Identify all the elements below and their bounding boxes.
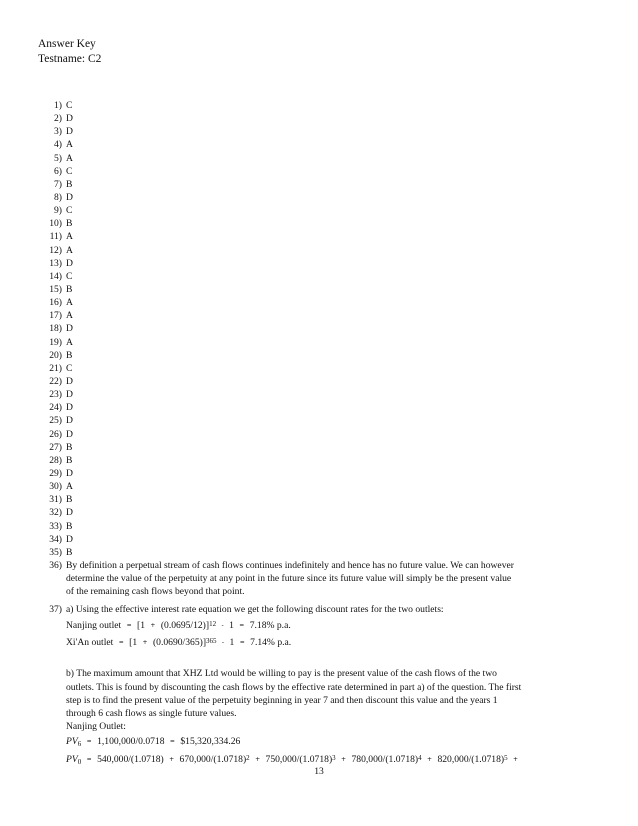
- answer-value: D: [66, 257, 73, 269]
- answer-row: [38, 217, 73, 230]
- answer-row: [38, 296, 73, 309]
- part-a-intro: a) Using the effective interest rate equation we get the following discount rates for the two outlets:: [66, 604, 444, 615]
- answer-value: D: [66, 467, 73, 479]
- answer-value: B: [66, 283, 73, 295]
- answer-row: [38, 428, 73, 441]
- answer-number: 28): [49, 454, 62, 466]
- answer-row: [38, 230, 73, 243]
- answer-value: D: [66, 507, 73, 519]
- answer-number: 22): [49, 375, 62, 387]
- answer-row: [38, 125, 73, 138]
- answer-value: B: [66, 178, 73, 190]
- answer-number: 8): [54, 191, 62, 203]
- answer-value: C: [66, 362, 73, 374]
- answer-value: C: [66, 165, 73, 177]
- answer-row: [38, 191, 73, 204]
- xian-rate-equation: Xi'An outlet = $[1 + (0.0690/365)]^{365} - 1 = 7.14\%$ p.a.: [66, 637, 292, 649]
- answer-number: 30): [49, 481, 62, 493]
- answer-number: 2): [54, 113, 62, 125]
- answer-row: [38, 270, 73, 283]
- answer-row: [38, 467, 73, 480]
- answer-37-text: [66, 603, 636, 768]
- answer-number: 15): [49, 283, 62, 295]
- part-b-line: outlets. This is found by discounting the cash flows by the effective rate determined in part a) of the question. The first: [66, 681, 522, 693]
- answer-value: A: [66, 139, 73, 151]
- answer-value: A: [66, 231, 73, 243]
- answer-row: [38, 309, 73, 322]
- answer-number: 20): [49, 349, 62, 361]
- part-b-line: b) The maximum amount that XHZ Ltd would be willing to pay is the present value of the cash flows of the two: [66, 668, 497, 680]
- part-b-line: step is to find the present value of the perpetuity beginning in year 7 and then discount this value and the years 1: [66, 694, 498, 706]
- answer-number: 23): [49, 389, 62, 401]
- answer-value: A: [66, 310, 73, 322]
- answer-row: [38, 152, 73, 165]
- answer-number: 27): [49, 441, 62, 453]
- answer-number: 24): [49, 402, 62, 414]
- answer-row: [38, 520, 73, 533]
- answer-row: [38, 165, 73, 178]
- answer-number: 33): [49, 520, 62, 532]
- answer-value: D: [66, 126, 73, 138]
- answer-value: D: [66, 415, 73, 427]
- answer-value: C: [66, 100, 73, 111]
- answer-row: [38, 204, 73, 217]
- answer-value: D: [66, 389, 73, 401]
- answer-row: [38, 336, 73, 349]
- answer-key-title: Answer Key: [38, 38, 96, 50]
- answer-number: 10): [49, 218, 62, 230]
- answer-row: [38, 375, 73, 388]
- answer-row: [38, 138, 73, 151]
- answer-value: D: [66, 113, 73, 125]
- header: [38, 37, 101, 67]
- answer-number: 17): [49, 310, 62, 322]
- answer-number: 12): [49, 244, 62, 256]
- answer-value: B: [66, 218, 73, 230]
- answer-number: 11): [49, 231, 62, 243]
- answer-value: A: [66, 152, 73, 164]
- answer-number: 3): [54, 126, 62, 138]
- page-number: 13: [314, 766, 324, 777]
- answer-value: A: [66, 336, 73, 348]
- answer-number: 18): [49, 323, 62, 335]
- pv0-equation: $PV_0 = 540,000/(1.0718) + 670,000/(1.0718)^2 + 750,000/(1.0718)^3 + 780,000/(1.0718)^4 + 820,000/(1.0718)^5$ +: [66, 754, 519, 767]
- answer-row: [38, 546, 73, 559]
- answer-number: 9): [54, 205, 62, 217]
- answer-number: 32): [49, 507, 62, 519]
- answer-number: 1): [54, 100, 62, 111]
- answer-number: 34): [49, 533, 62, 545]
- nanjing-outlet-heading: Nanjing Outlet:: [66, 721, 126, 733]
- answer-row: [38, 99, 73, 112]
- answer-number: 5): [54, 152, 62, 164]
- answer-number: 25): [49, 415, 62, 427]
- answer-value: A: [66, 244, 73, 256]
- answer-value: D: [66, 323, 73, 335]
- answer-value: B: [66, 546, 73, 558]
- answer-row: [38, 388, 73, 401]
- answer-number: 7): [54, 178, 62, 190]
- answer-value: D: [66, 533, 73, 545]
- answer-row: [38, 506, 73, 519]
- pv6-equation: $PV_6 = 1,100,000/0.0718$ = $15,320,334.26: [66, 736, 241, 749]
- answer-row: [38, 533, 73, 546]
- answer-row: [38, 244, 73, 257]
- text-line: of the remaining cash flows beyond that point.: [66, 586, 245, 598]
- testname: Testname: C2: [38, 53, 102, 65]
- answer-value: D: [66, 428, 73, 440]
- answer-value: C: [66, 270, 73, 282]
- answer-row: [38, 362, 73, 375]
- answer-number: 29): [49, 467, 62, 479]
- answer-row: [38, 257, 73, 270]
- answer-number: 6): [54, 165, 62, 177]
- answer-number: 14): [49, 270, 62, 282]
- answer-value: D: [66, 375, 73, 387]
- answer-value: B: [66, 520, 73, 532]
- answer-value: B: [66, 454, 73, 466]
- answer-row: [38, 283, 73, 296]
- answer-number: 4): [54, 139, 62, 151]
- answer-row: [38, 112, 73, 125]
- answer-row: [38, 349, 73, 362]
- answer-value: D: [66, 191, 73, 203]
- answer-row: [38, 414, 73, 427]
- text-line: By definition a perpetual stream of cash flows continues indefinitely and hence has no future value. We can however: [66, 560, 514, 571]
- answer-row: [38, 454, 73, 467]
- part-b-line: through 6 cash flows as single future values.: [66, 707, 237, 719]
- answer-number: 19): [49, 336, 62, 348]
- answer-row: [38, 401, 73, 414]
- answer-value: B: [66, 494, 73, 506]
- answer-number: 21): [49, 362, 62, 374]
- answer-value: D: [66, 402, 73, 414]
- answer-list: [38, 99, 73, 559]
- nanjing-rate-equation: Nanjing outlet = $[1 + (0.0695/12)]^{12} - 1 = 7.18\%$ p.a.: [66, 620, 291, 632]
- answer-value: A: [66, 297, 73, 309]
- answer-value: B: [66, 349, 73, 361]
- answer-value: A: [66, 481, 73, 493]
- answer-number: 13): [49, 257, 62, 269]
- answer-value: B: [66, 441, 73, 453]
- answer-row: [38, 322, 73, 335]
- answer-number: 26): [49, 428, 62, 440]
- answer-number: 36): [49, 560, 62, 571]
- answer-36-text: [66, 559, 636, 598]
- answer-number: 37): [49, 604, 62, 615]
- answer-row: [38, 178, 73, 191]
- answer-row: [38, 480, 73, 493]
- answer-row: [38, 441, 73, 454]
- answer-number: 16): [49, 297, 62, 309]
- answer-value: C: [66, 205, 73, 217]
- answer-number: 35): [49, 546, 62, 558]
- answer-number: 31): [49, 494, 62, 506]
- answer-row: [38, 493, 73, 506]
- text-line: determine the value of the perpetuity at any point in the future since its future value will simply be the present value: [66, 573, 512, 585]
